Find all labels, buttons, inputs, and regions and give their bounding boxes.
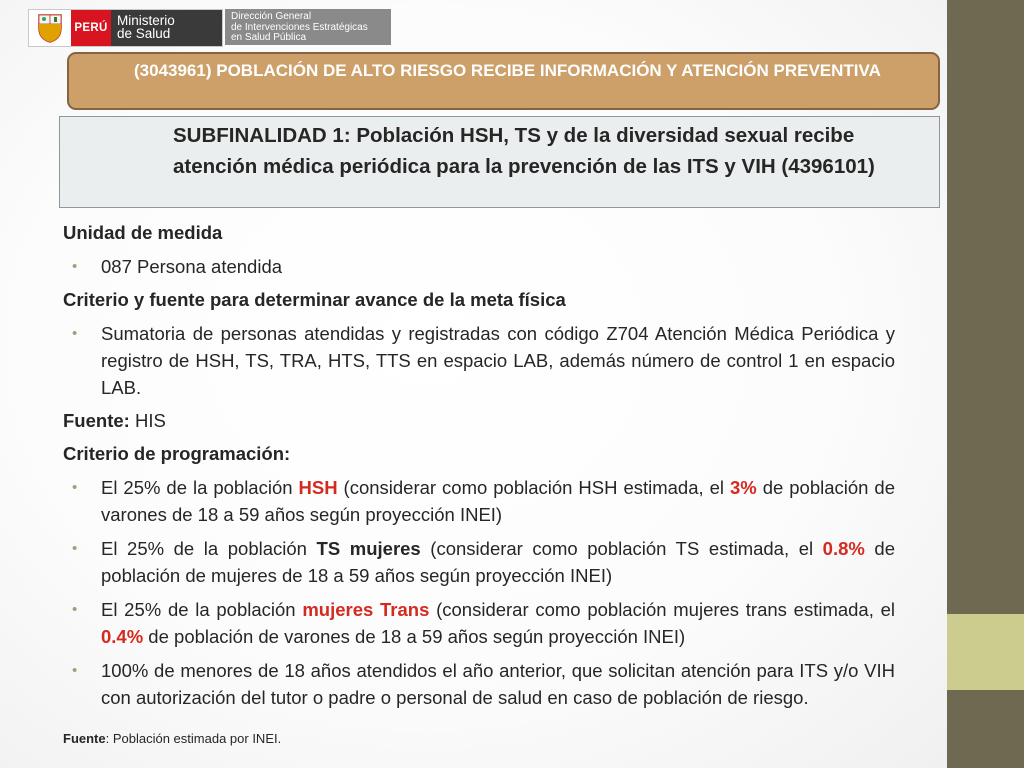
bullet-icon: • (72, 325, 78, 342)
side-accent (947, 614, 1024, 690)
ministry-label: Ministerio de Salud (111, 10, 222, 46)
bullet-icon: • (72, 540, 78, 557)
list-item: • 100% de menores de 18 años atendidos el año anterior, que solicitan atención para ITS y/o VIH con autorización del tutor o padre o personal de salud en caso de población de riesgo. (63, 657, 895, 711)
bullet-icon: • (72, 601, 78, 618)
list-item: • Sumatoria de personas atendidas y registradas con código Z704 Atención Médica Periódica y registro de HSH, TS, TRA, HTS, TTS en espacio LAB, además número de control 1 en espacio LAB. (63, 320, 895, 401)
minsa-logo (28, 9, 223, 47)
footnote: Fuente: Población estimada por INEI. (63, 731, 282, 746)
peru-label: PERÚ (71, 10, 111, 46)
unidad-heading: Unidad de medida (63, 222, 223, 243)
criterio-fuente-heading: Criterio y fuente para determinar avance de la meta física (63, 289, 566, 310)
direction-logo: Dirección General de Intervenciones Estratégicas en Salud Pública (225, 9, 391, 45)
list-item: • El 25% de la población mujeres Trans (considerar como población mujeres trans estimada, el 0.4% de población de varones de 18 a 59 años según proyección INEI) (63, 596, 895, 650)
bullet-icon: • (72, 479, 78, 496)
peru-shield-icon (29, 10, 71, 46)
fuente-line: Fuente: HIS (63, 410, 166, 431)
bullet-icon: • (72, 662, 78, 679)
slide-content (63, 213, 895, 711)
program-title-banner: (3043961) POBLACIÓN DE ALTO RIESGO RECIBE INFORMACIÓN Y ATENCIÓN PREVENTIVA (67, 52, 940, 110)
subfinalidad-banner: SUBFINALIDAD 1: Población HSH, TS y de la diversidad sexual recibe atención médica periódica para la prevención de las ITS y VIH (4396101) (59, 116, 940, 208)
list-item: • 087 Persona atendida (63, 253, 895, 280)
programacion-heading: Criterio de programación: (63, 443, 291, 464)
list-item: • El 25% de la población TS mujeres (considerar como población TS estimada, el 0.8% de población de mujeres de 18 a 59 años según proyección INEI) (63, 535, 895, 589)
list-item: • El 25% de la población HSH (considerar como población HSH estimada, el 3% de población de varones de 18 a 59 años según proyección INEI) (63, 474, 895, 528)
bullet-icon: • (72, 258, 78, 275)
